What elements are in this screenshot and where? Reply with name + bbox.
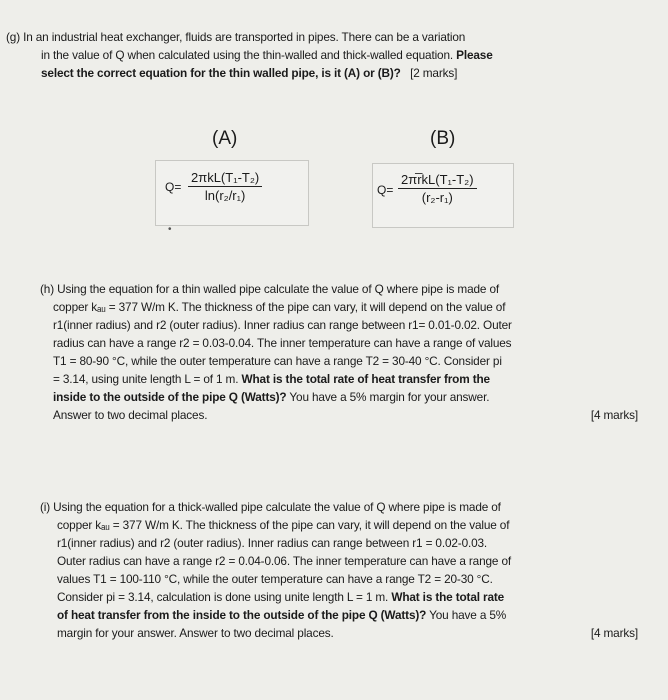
question-i-line5: values T1 = 100-110 °C, while the outer temperature can have a range T2 = 20-30 °C.: [57, 572, 493, 586]
question-h-line8: Answer to two decimal places.: [53, 408, 208, 422]
question-g-line1: (g) In an industrial heat exchanger, fluids are transported in pipes. There can be a variation: [6, 30, 466, 44]
question-i: [40, 498, 652, 642]
equation-b-denominator: (r₂-r₁): [421, 190, 453, 205]
question-i-line6-bold: What is the total rate: [391, 590, 505, 604]
equation-b-fraction-bar: [398, 188, 477, 189]
question-h-line6-bold: What is the total rate of heat transfer from the: [241, 372, 490, 386]
question-i-line1: (i) Using the equation for a thick-walled pipe calculate the value of Q where pipe is made of: [40, 500, 501, 514]
question-h-line5: T1 = 80-90 °C, while the outer temperature can have a range T2 = 30-40 °C. Consider pi: [53, 354, 502, 368]
question-h-marks: [4 marks]: [590, 408, 638, 422]
equation-b-lhs: Q=: [377, 183, 394, 197]
question-h: [40, 280, 652, 424]
equation-a-label: (A): [212, 128, 238, 149]
equation-a-fraction: [188, 170, 262, 203]
equation-b-numerator: 2πr̅kL(T₁-T₂): [401, 172, 474, 187]
question-i-line3: r1(inner radius) and r2 (outer radius). Inner radius can range between r1 = 0.02-0.03.: [57, 536, 488, 550]
question-h-line2: copper kₐᵤ = 377 W/m K. The thickness of the pipe can vary, it will depend on the value of: [53, 300, 506, 314]
equation-a-fraction-bar: [188, 186, 262, 187]
question-h-line4: radius can have a range r2 = 0.03-0.04. The inner temperature can have a range of values: [53, 336, 512, 350]
question-i-line2: copper kₐᵤ = 377 W/m K. The thickness of the pipe can vary, it will depend on the value of: [57, 518, 510, 532]
question-g-marks: [2 marks]: [410, 66, 458, 80]
equation-b-label: (B): [430, 128, 456, 149]
question-i-marks: [4 marks]: [590, 626, 638, 640]
question-h-line3: r1(inner radius) and r2 (outer radius). Inner radius can range between r1= 0.01-0.02. Outer: [53, 318, 512, 332]
question-g-line3-bold: select the correct equation for the thin walled pipe, is it (A) or (B)?: [41, 66, 401, 80]
question-h-line7: You have a 5% margin for your answer.: [289, 390, 490, 404]
question-i-line8: margin for your answer. Answer to two decimal places.: [57, 626, 334, 640]
question-h-line1: (h) Using the equation for a thin walled pipe calculate the value of Q where pipe is made of: [40, 282, 500, 296]
stray-mark: •: [168, 224, 172, 235]
equation-a-lhs: Q=: [165, 180, 182, 194]
question-g-line2: in the value of Q when calculated using the thin-walled and thick-walled equation.: [41, 48, 453, 62]
question-h-line7-bold: inside to the outside of the pipe Q (Watts)?: [53, 390, 287, 404]
question-i-line7-bold: of heat transfer from the inside to the outside of the pipe Q (Watts)?: [57, 608, 427, 622]
equation-a-denominator: ln(r₂/r₁): [204, 188, 246, 203]
question-g: [6, 28, 666, 82]
question-g-line2-bold: Please: [456, 48, 493, 62]
question-i-line4: Outer radius can have a range r2 = 0.04-0.06. The inner temperature can have a range of: [57, 554, 511, 568]
question-i-line6: Consider pi = 3.14, calculation is done using unite length L = 1 m.: [57, 590, 389, 604]
equation-a-numerator: 2πkL(T₁-T₂): [191, 170, 260, 185]
equation-b-fraction: [398, 172, 477, 205]
question-i-line7: You have a 5%: [429, 608, 507, 622]
question-h-line6: = 3.14, using unite length L = of 1 m.: [53, 372, 239, 386]
